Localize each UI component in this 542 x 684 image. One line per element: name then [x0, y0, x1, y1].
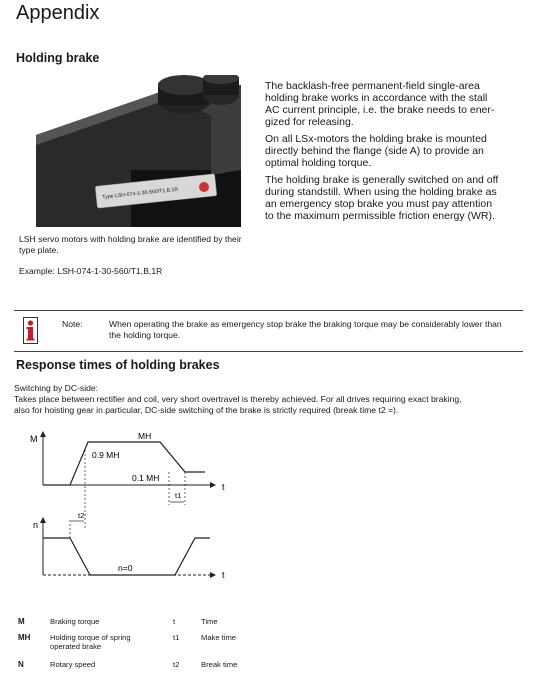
para2	[265, 133, 527, 169]
para3	[265, 174, 527, 222]
n-axis-label: n	[33, 520, 39, 530]
page-title: Appendix	[16, 2, 100, 24]
legend-description: Break time	[201, 660, 238, 669]
mh-label: MH	[138, 431, 152, 441]
legend-symbol: t1	[173, 633, 180, 642]
n0-label: n=0	[118, 563, 133, 573]
legend-row	[18, 660, 278, 676]
legend-symbol: MH	[18, 633, 31, 642]
desc-line: Takes place between rectifier and coil, very short overtravel is thereby achieved. For all drives requiring exact braking,	[14, 394, 462, 404]
legend-description: Rotary speed	[50, 660, 96, 669]
note-line: When operating the brake as emergency stop brake the braking torque may be considerably lower than	[109, 319, 502, 329]
legend-symbol: t	[173, 617, 176, 626]
switching-description	[14, 394, 529, 416]
para-line: directly behind the flange (side A) to provide an	[265, 145, 484, 157]
legend-symbol: t2	[173, 660, 180, 669]
photo-caption: LSH servo motors with holding brake are identified by their type plate.	[19, 234, 242, 255]
para-line: gized for releasing.	[265, 116, 354, 128]
legend-description: Holding torque of spring operated brake	[50, 633, 131, 651]
para-line: The holding brake is generally switched on and off	[265, 174, 499, 186]
t2-label: t2	[78, 511, 85, 520]
legend-symbol: M	[18, 617, 25, 626]
legend-symbol: N	[18, 660, 24, 669]
legend-description: Make time	[201, 633, 237, 642]
para-line: AC current principle, i.e. the brake needs to ener-	[265, 104, 495, 116]
para-line: On all LSx-motors the holding brake is mounted	[265, 133, 487, 145]
type-plate-text: Type LSH-074-1-30-560/T1,B,1R	[102, 186, 179, 201]
t1-label: t1	[175, 491, 182, 500]
para-line: during standstill. When using the holding brake as	[265, 186, 497, 198]
para1	[265, 80, 527, 128]
para-line: to the maximum permissible friction energy (WR).	[265, 210, 495, 222]
para-line: The backlash-free permanent-field single-area	[265, 80, 480, 92]
legend	[18, 617, 278, 676]
level-01-label: 0.1 MH	[132, 473, 160, 483]
para-line: optimal holding torque.	[265, 157, 372, 169]
t-label-1: t	[222, 482, 225, 492]
motor-photo	[36, 75, 241, 227]
section-heading-holding-brake: Holding brake	[16, 51, 100, 65]
note-text	[109, 319, 521, 341]
example-text: Example: LSH-074-1-30-560/T1,B,1R	[19, 266, 163, 276]
legend-description: Braking torque	[50, 617, 100, 626]
para-line: an emergency stop brake you must pay attention	[265, 198, 493, 210]
desc-line: also for hoisting gear in particular, DC-side switching of the brake is strictly required (break time t2 =).	[14, 405, 399, 415]
info-icon	[23, 317, 38, 344]
timing-diagram	[0, 420, 542, 590]
level-09-label: 0.9 MH	[92, 450, 120, 460]
legend-row	[18, 617, 278, 633]
note-box	[14, 310, 523, 352]
t-label-2: t	[222, 570, 225, 580]
torque-curve	[43, 442, 205, 485]
note-line: the holding torque.	[109, 330, 181, 340]
note-label: Note:	[62, 319, 83, 329]
description-text	[265, 80, 527, 222]
legend-description: Time	[201, 617, 218, 626]
section-heading-response-times: Response times of holding brakes	[16, 358, 220, 372]
para-line: holding brake works in accordance with the stall	[265, 92, 488, 104]
m-axis-label: M	[30, 434, 38, 444]
legend-row	[18, 633, 278, 660]
switching-subheading: Switching by DC-side:	[14, 383, 99, 393]
